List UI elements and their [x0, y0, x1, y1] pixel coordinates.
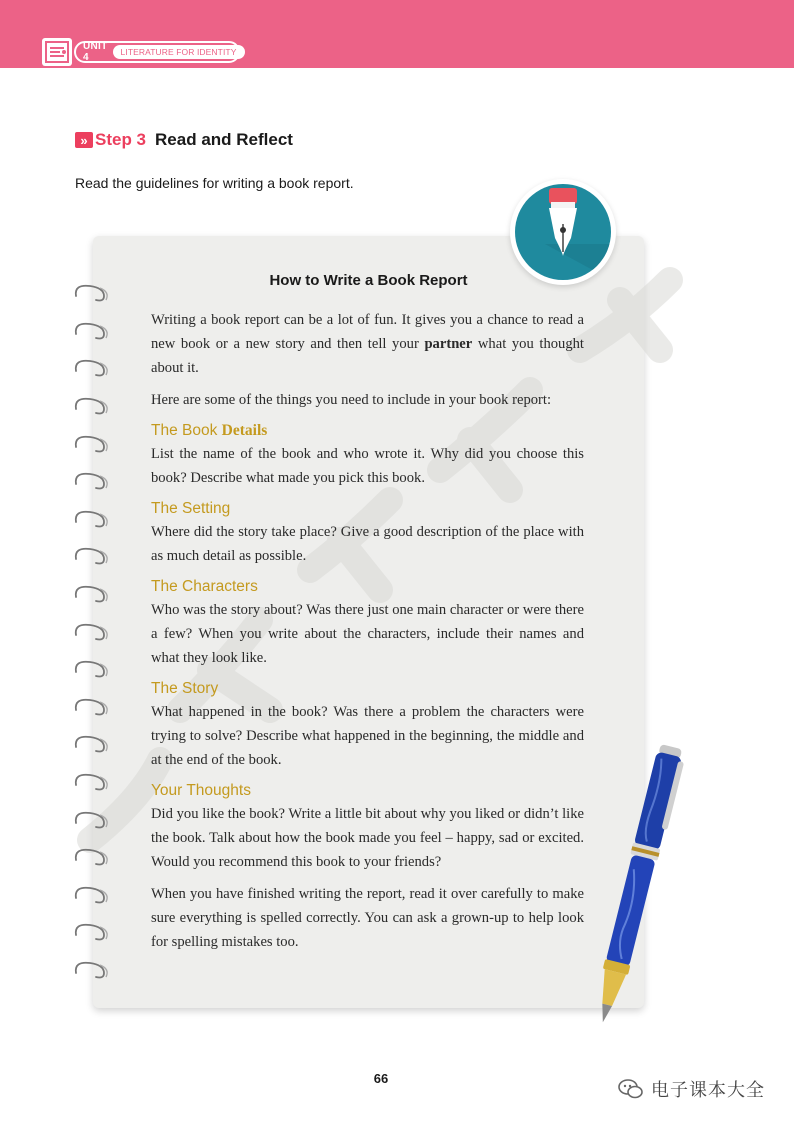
unit-title: LITERATURE FOR IDENTITY [113, 45, 245, 59]
section-heading-setting: The Setting [151, 500, 231, 517]
fountain-pen-nib-icon [515, 184, 611, 280]
double-chevron-right-icon: » [75, 132, 93, 148]
spiral-binding-icon [70, 543, 114, 569]
unit-badge [74, 41, 240, 63]
intro-text-a: Writing a book report can be a lot of fun. It gives you a chance to read a new book or a new story and then tell your [151, 312, 584, 352]
spiral-binding-icon [70, 581, 114, 607]
pen-badge [510, 179, 616, 285]
ballpoint-pen-illustration [590, 740, 680, 1030]
report-title: How to Write a Book Report [269, 272, 468, 289]
section-body-story: What happened in the book? Was there a problem the characters were trying to solve? Describe what happened in the beginning, the middle and at the end of the book. [151, 704, 584, 768]
section-heading-text-bold: Details [221, 422, 268, 439]
spiral-binding-icon [70, 769, 114, 795]
spiral-binding-icon [70, 731, 114, 757]
section-body-setting: Where did the story take place? Give a good description of the place with as much detail as possible. [151, 524, 584, 564]
closing-paragraph: When you have finished writing the report, read it over carefully to make sure everything is spelled correctly. You can ask a grown-up to help look for spelling mistakes too. [151, 886, 584, 950]
section-body-book-details: List the name of the book and who wrote it. Why did you choose this book? Describe what made you pick this book. [151, 446, 584, 486]
intro-instruction: Read the guidelines for writing a book report. [75, 175, 354, 191]
section-heading-story: The Story [151, 680, 219, 697]
report-content [151, 308, 584, 954]
intro-bold-word: partner [424, 336, 473, 352]
step-heading [75, 130, 293, 150]
section-heading-characters: The Characters [151, 578, 258, 595]
spiral-binding-icon [70, 882, 114, 908]
intro-paragraph [151, 308, 584, 380]
spiral-binding-icon [70, 506, 114, 532]
step-label: Step 3 [95, 130, 147, 149]
spiral-binding-icon [70, 694, 114, 720]
spiral-binding-icon [70, 844, 114, 870]
spiral-binding-icon [70, 318, 114, 344]
unit-logo-icon [42, 38, 72, 66]
brand-watermark [617, 1076, 765, 1102]
step-title: Read and Reflect [155, 130, 293, 149]
section-body-thoughts: Did you like the book? Write a little bit about why you liked or didn’t like the book. Talk about how the book made you feel – happy, sad or excited. Would you recommend this book to your friends? [151, 806, 584, 870]
section-body-characters: Who was the story about? Was there just one main character or were there a few? When you write about the characters, include their names and what they look like. [151, 602, 584, 666]
spiral-binding-icon [70, 619, 114, 645]
intro-text-b: what you thought about it. [151, 336, 584, 376]
spiral-binding-icon [70, 355, 114, 381]
spiral-binding-icon [70, 468, 114, 494]
spiral-binding-icon [70, 957, 114, 983]
intro-paragraph-2: Here are some of the things you need to include in your book report: [151, 392, 552, 408]
unit-label: UNIT 4 [83, 41, 108, 63]
section-heading-thoughts: Your Thoughts [151, 782, 251, 799]
spiral-binding-icon [70, 431, 114, 457]
section-heading-text: The Book [151, 422, 222, 439]
spiral-binding-icon [70, 656, 114, 682]
spiral-binding-icon [70, 807, 114, 833]
spiral-binding-icon [70, 393, 114, 419]
wechat-icon [617, 1077, 645, 1101]
brand-text: 电子课本大全 [651, 1080, 765, 1100]
page-number: 66 [373, 1071, 389, 1086]
section-heading-book-details [151, 420, 584, 442]
spiral-binding-icon [70, 919, 114, 945]
